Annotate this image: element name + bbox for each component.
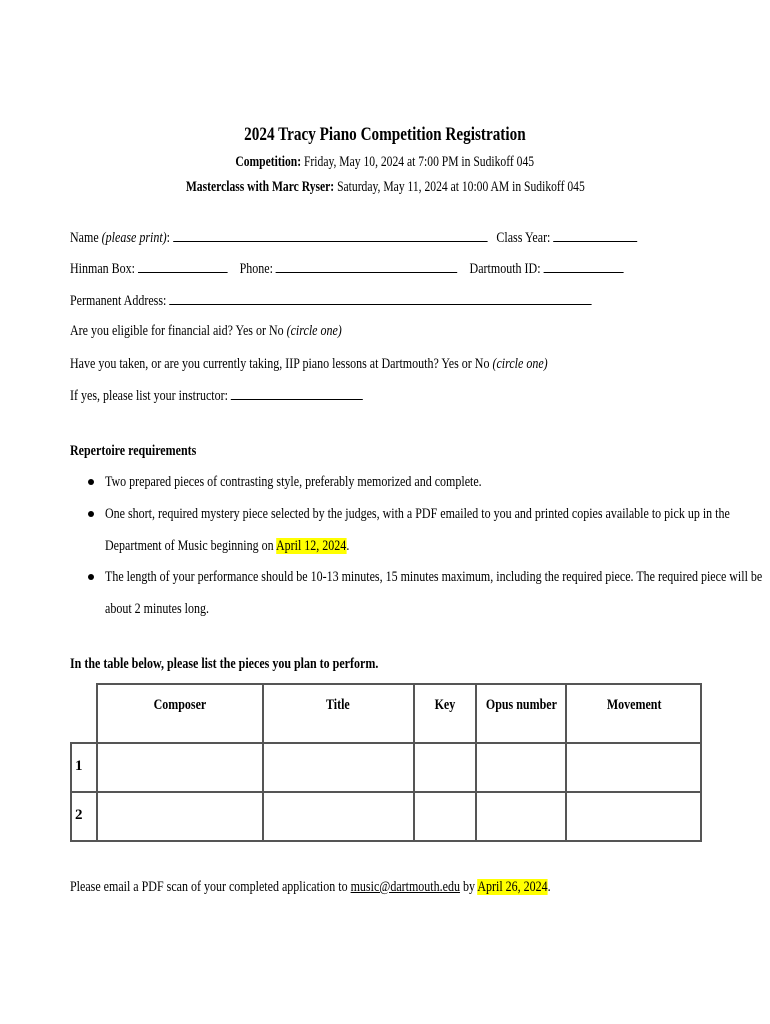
header-movement: Movement	[566, 684, 701, 743]
table-intro: In the table below, please list the pieces you plan to perform.	[70, 656, 379, 672]
repertoire-bullet-3-cont: about 2 minutes long.	[105, 601, 209, 617]
header-title: Title	[263, 684, 414, 743]
composer-cell[interactable]	[97, 743, 263, 792]
address-label: Permanent Address:	[70, 293, 167, 309]
highlighted-date: April 12, 2024	[275, 538, 347, 554]
row-number: 2	[71, 792, 97, 841]
address-row	[70, 291, 722, 310]
repertoire-bullet-2-cont: Department of Music beginning on April 12, 2024.	[105, 538, 350, 554]
header-composer: Composer	[97, 684, 263, 743]
financial-aid-hint: (circle one)	[286, 323, 342, 339]
address-field[interactable]	[169, 291, 591, 305]
highlighted-deadline: April 26, 2024	[477, 879, 548, 895]
lessons-question: Have you taken, or are you currently taking, IIP piano lessons at Dartmouth? Yes or No	[70, 356, 490, 372]
contact-row	[70, 259, 762, 278]
phone-label: Phone:	[239, 261, 273, 277]
name-hint: (please print)	[101, 230, 167, 246]
masterclass-info	[0, 179, 770, 196]
dartmouth-id-field[interactable]	[544, 259, 624, 273]
title-cell[interactable]	[263, 743, 414, 792]
email-link[interactable]: music@dartmouth.edu	[350, 879, 460, 895]
masterclass-label: Masterclass with Marc Ryser:	[185, 179, 334, 195]
opus-number-cell[interactable]	[476, 792, 567, 841]
row-number: 1	[71, 743, 97, 792]
class-year-field[interactable]	[553, 228, 637, 242]
name-label: Name	[70, 230, 99, 246]
phone-field[interactable]	[276, 259, 458, 273]
table-header-row	[71, 684, 701, 743]
instructor-label: If yes, please list your instructor:	[70, 388, 228, 404]
repertoire-bullet-1: Two prepared pieces of contrasting style, preferably memorized and complete.	[105, 474, 482, 490]
table-row	[71, 743, 701, 792]
key-cell[interactable]	[414, 743, 476, 792]
class-year-label: Class Year:	[496, 230, 551, 246]
competition-info	[0, 154, 770, 171]
competition-label: Competition:	[235, 154, 302, 170]
header-key: Key	[414, 684, 476, 743]
bullet-dot	[88, 479, 94, 485]
competition-text: Friday, May 10, 2024 at 7:00 PM in Sudikoff 045	[304, 154, 535, 170]
repertoire-bullet-3: The length of your performance should be 10-13 minutes, 15 minutes maximum, including the required piece. The required piece will be	[105, 569, 763, 585]
composer-cell[interactable]	[97, 792, 263, 841]
pieces-table	[70, 683, 702, 842]
page-title: 2024 Tracy Piano Competition Registration	[244, 124, 526, 145]
lessons-hint: (circle one)	[492, 356, 548, 372]
masterclass-text: Saturday, May 11, 2024 at 10:00 AM in Sudikoff 045	[336, 179, 585, 195]
hinman-box-field[interactable]	[138, 259, 228, 273]
hinman-box-label: Hinman Box:	[70, 261, 135, 277]
repertoire-heading: Repertoire requirements	[70, 443, 197, 459]
movement-cell[interactable]	[566, 792, 701, 841]
opus-number-cell[interactable]	[476, 743, 567, 792]
name-row: Name (please print): Class Year:	[70, 228, 770, 247]
name-field[interactable]	[173, 228, 487, 242]
bullet-dot	[88, 511, 94, 517]
repertoire-bullet-2: One short, required mystery piece selected by the judges, with a PDF emailed to you and printed copies available to pick up in the	[105, 506, 730, 522]
footer-instructions: Please email a PDF scan of your completed application to music@dartmouth.edu by April 26, 2024.	[70, 879, 551, 895]
dartmouth-id-label: Dartmouth ID:	[469, 261, 541, 277]
key-cell[interactable]	[414, 792, 476, 841]
financial-aid-question: Are you eligible for financial aid? Yes or No	[70, 323, 284, 339]
table-corner-cell	[71, 684, 97, 743]
instructor-row	[70, 386, 436, 405]
financial-aid-row	[70, 322, 410, 340]
title-cell[interactable]	[263, 792, 414, 841]
movement-cell[interactable]	[566, 743, 701, 792]
lessons-row	[70, 355, 667, 373]
table-row	[71, 792, 701, 841]
instructor-field[interactable]	[231, 386, 363, 400]
header-opus-number: Opus number	[476, 684, 567, 743]
bullet-dot	[88, 574, 94, 580]
